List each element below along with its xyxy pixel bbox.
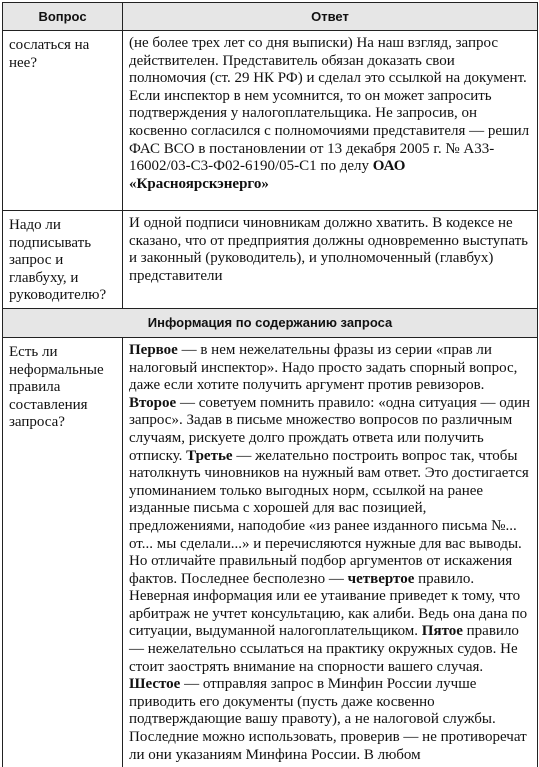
table-row (3, 211, 538, 309)
answer-text: — желательно построить вопрос так, чтобы натолкнуть чиновников на нужный вам ответ. Это достигается упоминанием только выгодных норм, ссылкой на ранее изданные письма с хорошей для вас позицией, предложениями, наподобие «из ранее изданного письма №... от... мы сделали...» и перечисляются нужные для вас выводы. Но отличайте правильный подбор аргументов от искажения фактов. Последнее бесполезно — (129, 447, 529, 587)
answer-cell (123, 31, 538, 211)
bold-term: Шестое (129, 676, 181, 693)
bold-term: четвертое (347, 570, 415, 587)
table-row (3, 337, 538, 767)
bold-term: Первое (129, 341, 178, 358)
answer-text: И одной подписи чиновникам должно хватить. В кодексе не сказано, что от предприятия должны одновременно выступать и законный (руководитель), и уполномоченный (главбух) представители (129, 215, 528, 284)
qa-table (2, 2, 538, 767)
question-cell: Надо ли подписывать запрос и главбуху, и руководителю? (3, 211, 123, 309)
header-answer: Ответ (123, 3, 538, 31)
answer-text: — советуем помнить правило: «одна ситуация — один запрос». Задав в письме множество вопросов по различным случаям, рискуете долго прождать ответа или получить отписку. (129, 394, 531, 464)
section-row (3, 308, 538, 337)
bold-term: Пятое (421, 623, 463, 640)
table-row (3, 31, 538, 211)
bold-term: ОАО «Красноярскэнерго» (129, 158, 406, 192)
answer-text: правило — нежелательно ссылаться на практику окружных судов. Не стоит заострять внимание на спорности вашего случая. (129, 623, 519, 675)
bold-term: Третье (186, 447, 233, 464)
answer-cell (123, 211, 538, 309)
answer-text: (не более трех лет со дня выписки) На наш взгляд, запрос действителен. Представитель обязан доказать свои полномочия (ст. 29 НК РФ) и сделал это ссылкой на документ. Если инспектор в нем усомнится, то он может запросить подтверждения у налогоплательщика. Не запросив, он косвенно согласился с полномочиями представителя — решил ФАС ВСО в постановлении от 13 декабря 2005 г. № А33-16002/03-С3-Ф02-6190/05-С1 по делу (129, 35, 530, 175)
bold-term: Второе (129, 394, 177, 411)
section-title: Информация по содержанию запроса (3, 308, 538, 337)
answer-text: — в нем нежелательны фразы из серии «прав ли налоговый инспектор». Надо просто задать спорный вопрос, даже если хотите получить аргумент против ревизоров. (129, 341, 518, 394)
question-cell: Есть ли неформальные правила составления запроса? (3, 337, 123, 767)
answer-cell (123, 337, 538, 767)
question-cell: сослаться на нее? (3, 31, 123, 211)
answer-text: правило. Неверная информация или ее утаивание приведет к тому, что арбитраж не учтет консультацию, как алиби. Ведь она дана по ситуации, выдуманной налогоплательщиком. (129, 570, 528, 640)
table-header-row (3, 3, 538, 31)
header-question: Вопрос (3, 3, 123, 31)
answer-text: — отправляя запрос в Минфин России лучше приводить его документы (пусть даже косвенно подтверждающие вашу правоту), а не налоговой службы. Последние можно использовать, проверив — не противоречат ли они указаниям Минфина России. В любом (129, 676, 527, 763)
